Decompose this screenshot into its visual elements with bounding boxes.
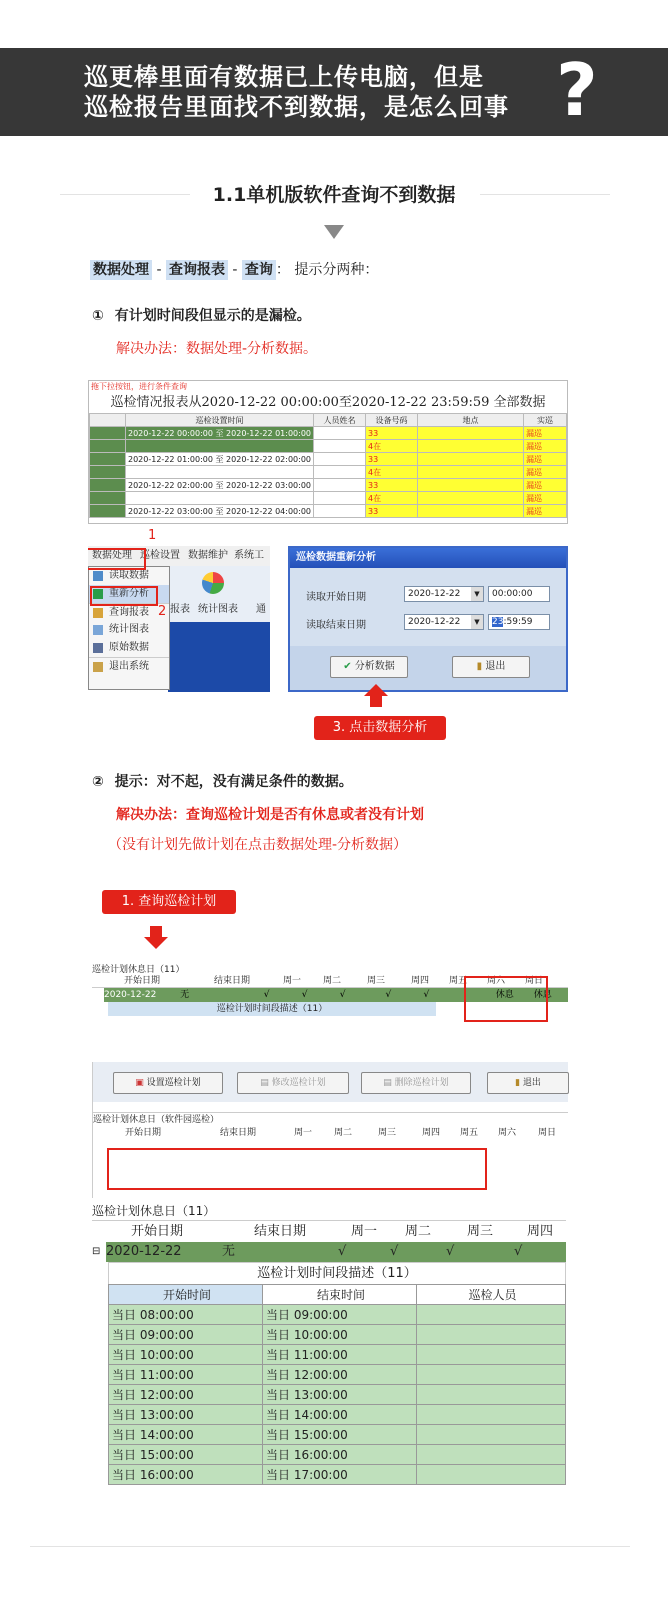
point-2-note: （没有计划先做计划在点击数据处理-分析数据） xyxy=(108,837,408,853)
point-2 xyxy=(92,772,353,792)
plan3-header: 巡检计划休息日（11） xyxy=(92,1204,216,1218)
report-hint: 拖下拉按钮，进行条件查询 xyxy=(91,382,187,391)
end-date-field[interactable]: 2020-12-22 ▼ xyxy=(404,614,484,630)
start-date-label: 读取开始日期 xyxy=(306,592,366,603)
menu-item-raw-data[interactable]: 原始数据 xyxy=(89,639,169,657)
question-mark-icon: ? xyxy=(556,48,598,132)
menu-item-exit[interactable]: 退出系统 xyxy=(89,657,169,675)
start-time-field[interactable]: 00:00:00 xyxy=(488,586,550,602)
reanalyze-dialog xyxy=(288,546,568,692)
menu-item-stat-chart[interactable]: 统计图表 xyxy=(89,621,169,639)
exit-door-icon: ▮ xyxy=(515,1078,523,1088)
table-row[interactable]: 当日 13:00:00 当日 14:00:00 xyxy=(109,1405,566,1425)
stats-icon xyxy=(93,625,103,635)
plan-toolbar xyxy=(93,1062,568,1102)
table-row[interactable]: 当日 12:00:00 当日 13:00:00 xyxy=(109,1385,566,1405)
weekend-highlight-box xyxy=(464,976,548,1022)
table-header: 实巡 xyxy=(524,414,567,427)
table-row[interactable]: 当日 09:00:00 当日 10:00:00 xyxy=(109,1325,566,1345)
crumb-sep: - xyxy=(152,262,166,278)
dropdown-arrow-icon: ▼ xyxy=(471,615,483,629)
end-date-label: 读取结束日期 xyxy=(306,620,366,631)
plan-sub-header: 巡检计划时间段描述（11） xyxy=(108,1002,436,1016)
table-header: 地点 xyxy=(418,414,524,427)
raw-data-icon xyxy=(93,643,103,653)
plan-row[interactable]: 2020-12-22 无 √ √ √ √ √ 休息 休息 xyxy=(104,988,568,1002)
table-row[interactable]: 当日 14:00:00 当日 15:00:00 xyxy=(109,1425,566,1445)
table-header: 巡检设置时间 xyxy=(126,414,314,427)
point-1-text: 有计划时间段但显示的是漏检。 xyxy=(114,308,311,324)
exit-door-icon: ▮ xyxy=(476,661,486,672)
table-row: 2020-12-22 02:00:00 至 2020-12-22 03:00:00 33 漏巡 xyxy=(90,479,567,492)
toolbar-label: 报表 xyxy=(170,604,190,615)
crumb-rest: ： 提示分两种： xyxy=(275,262,379,278)
table-header: 人员姓名 xyxy=(314,414,366,427)
plan-screenshot-2 xyxy=(92,1062,568,1198)
plan3-row[interactable]: ⊟ 2020-12-22 无 √ √ √ √ xyxy=(92,1242,566,1262)
step-mark-1: 1 xyxy=(148,528,157,543)
point-1-solution: 解决办法：数据处理-分析数据。 xyxy=(116,341,318,357)
table-row: 2020-12-22 01:00:00 至 2020-12-22 02:00:00 33 漏巡 xyxy=(90,453,567,466)
down-arrow-icon xyxy=(144,937,168,949)
table-row: 4在 漏巡 xyxy=(90,492,567,505)
crumb-query-report: 查询报表 xyxy=(166,260,228,280)
exit-plan-button[interactable]: ▮ 退出 xyxy=(487,1072,569,1094)
breadcrumb xyxy=(90,258,378,282)
read-icon xyxy=(93,571,103,581)
step1-label: 1. 查询巡检计划 xyxy=(102,890,236,914)
plan-header: 巡检计划休息日（11） xyxy=(92,965,185,975)
check-icon: ✔ xyxy=(343,661,355,672)
menu-system[interactable]: 系统工 xyxy=(234,550,264,561)
crumb-query: 查询 xyxy=(242,260,276,280)
plan2-header: 巡检计划休息日（软件园巡检） xyxy=(93,1112,568,1126)
background-banner xyxy=(168,622,270,692)
end-time-field[interactable]: 23:59:59 xyxy=(488,614,550,630)
table-row: 4在 漏巡 xyxy=(90,440,567,453)
table-header: 巡检人员 xyxy=(417,1285,566,1305)
banner-title xyxy=(84,62,509,122)
banner-title-line2: 巡检报告里面找不到数据，是怎么回事 xyxy=(84,93,509,121)
report-table xyxy=(89,413,567,518)
dropdown-menu xyxy=(88,566,170,690)
exit-button[interactable]: ▮ 退出 xyxy=(452,656,530,678)
plan2-columns: 开始日期 结束日期 周一 周二 周三 周四 周五 周六 周日 xyxy=(124,1128,556,1138)
step3-label: 3. 点击数据分析 xyxy=(314,716,446,740)
start-date-field[interactable]: 2020-12-22 ▼ xyxy=(404,586,484,602)
edit-plan-icon: ▤ xyxy=(260,1078,272,1088)
title-banner xyxy=(0,48,668,136)
table-header xyxy=(90,414,126,427)
down-triangle-icon xyxy=(324,225,344,239)
table-header: 开始时间 xyxy=(109,1285,263,1305)
point-2-solution: 解决办法：查询巡检计划是否有休息或者没有计划 xyxy=(116,807,424,823)
plan3-columns: 开始日期 结束日期 周一 周二 周三 周四 xyxy=(92,1220,566,1242)
step-mark-2: 2 xyxy=(158,604,167,619)
table-header: 设备号码 xyxy=(366,414,418,427)
table-row: 2020-12-22 03:00:00 至 2020-12-22 04:00:00 33 漏巡 xyxy=(90,505,567,518)
set-plan-icon: ▣ xyxy=(135,1078,147,1088)
table-row[interactable]: 当日 11:00:00 当日 12:00:00 xyxy=(109,1365,566,1385)
delete-plan-button[interactable]: ▤ 删除巡检计划 xyxy=(361,1072,471,1094)
table-row: 2020-12-22 00:00:00 至 2020-12-22 01:00:00 33 漏巡 xyxy=(90,427,567,440)
table-row: 4在 漏巡 xyxy=(90,466,567,479)
menu-data-processing[interactable]: 数据处理 xyxy=(92,550,132,561)
up-arrow-stem xyxy=(370,695,382,707)
menu-item-reanalyze[interactable]: 重新分析 xyxy=(89,585,169,603)
delete-plan-icon: ▤ xyxy=(383,1078,395,1088)
exit-icon xyxy=(93,662,103,672)
plan-columns: 开始日期 结束日期 周一 周二 周三 周四 周五 周六 周日 xyxy=(92,974,568,988)
point-1 xyxy=(92,306,311,326)
schedule-table xyxy=(108,1284,566,1485)
menu-screenshot xyxy=(88,546,270,692)
chart-icon xyxy=(202,572,224,594)
point-2-number: ② xyxy=(92,774,104,790)
table-row[interactable]: 当日 15:00:00 当日 16:00:00 xyxy=(109,1445,566,1465)
highlight-box-2 xyxy=(90,586,158,606)
plan-screenshot-1 xyxy=(92,962,568,1034)
collapse-icon: ⊟ xyxy=(92,1246,101,1257)
toolbar-area xyxy=(168,566,270,622)
edit-plan-button[interactable]: ▤ 修改巡检计划 xyxy=(237,1072,349,1094)
menu-patrol-settings[interactable]: 巡检设置 xyxy=(140,550,180,561)
plan-screenshot-3 xyxy=(92,1202,566,1498)
highlight-box-1 xyxy=(88,548,146,570)
analyze-data-button[interactable]: ✔ 分析数据 xyxy=(330,656,408,678)
set-plan-button[interactable]: ▣ 设置巡检计划 xyxy=(113,1072,223,1094)
table-header: 结束时间 xyxy=(263,1285,417,1305)
menu-data-maintenance[interactable]: 数据维护 xyxy=(188,550,228,561)
report-icon xyxy=(93,608,103,618)
section-title: 1.1单机版软件查询不到数据 xyxy=(212,184,456,206)
report-screenshot xyxy=(88,380,568,524)
menu-item-query-report[interactable]: 查询报表 xyxy=(89,603,169,621)
banner-title-line1: 巡更棒里面有数据已上传电脑，但是 xyxy=(84,63,484,91)
table-row[interactable]: 当日 10:00:00 当日 11:00:00 xyxy=(109,1345,566,1365)
point-2-text: 提示：对不起，没有满足条件的数据。 xyxy=(114,774,353,790)
table-row[interactable]: 当日 16:00:00 当日 17:00:00 xyxy=(109,1465,566,1485)
footer-divider xyxy=(30,1546,630,1547)
dialog-title: 巡检数据重新分析 xyxy=(290,548,566,568)
point-1-number: ① xyxy=(92,308,104,324)
menu-item-read-data[interactable]: 读取数据 xyxy=(89,567,169,585)
dropdown-arrow-icon: ▼ xyxy=(471,587,483,601)
crumb-sep: - xyxy=(227,262,242,278)
toolbar-label: 通 xyxy=(256,604,266,615)
report-title: 巡检情况报表从2020-12-22 00:00:00至2020-12-22 23:59:59 全部数据 xyxy=(110,395,546,410)
crumb-data-processing: 数据处理 xyxy=(90,260,152,280)
toolbar-label: 统计图表 xyxy=(198,604,238,615)
plan3-sub-header: 巡检计划时间段描述（11） xyxy=(108,1262,566,1284)
table-row[interactable]: 当日 08:00:00 当日 09:00:00 xyxy=(109,1305,566,1325)
empty-plan-highlight-box xyxy=(107,1148,487,1190)
